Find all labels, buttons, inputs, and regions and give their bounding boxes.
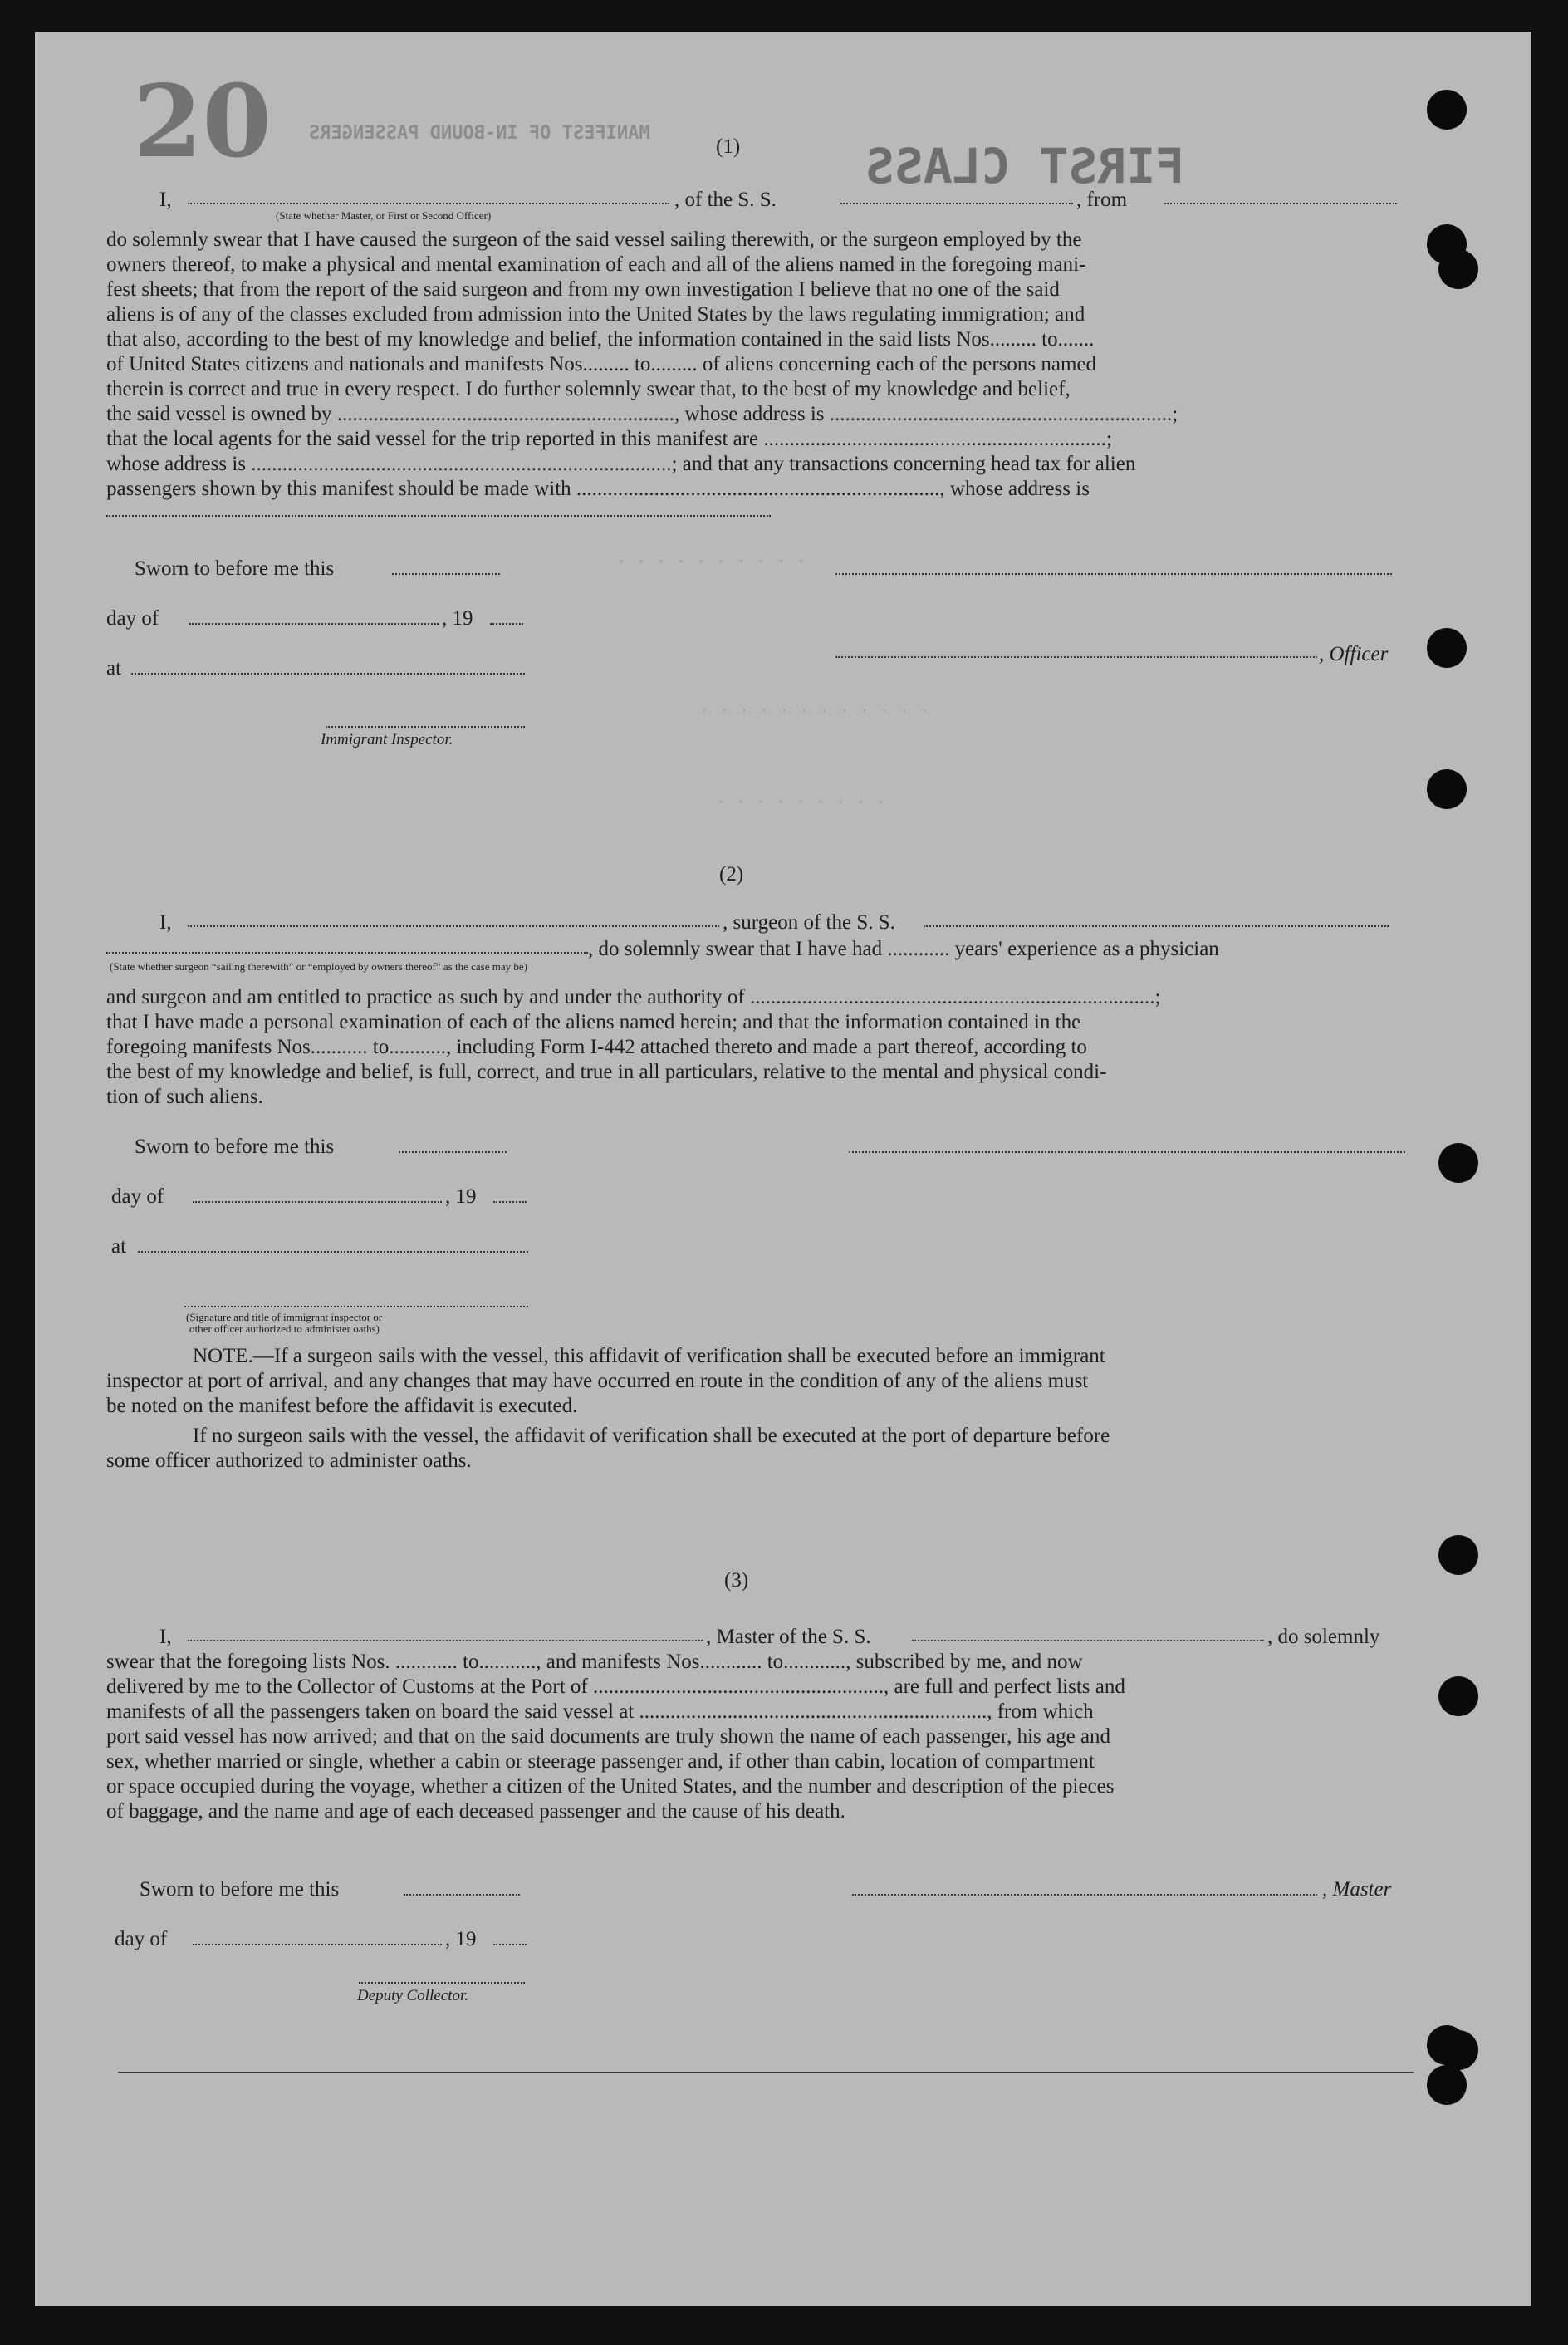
year-label: , 19 [445, 1185, 477, 1208]
punch-hole [1427, 769, 1467, 809]
paragraph-line: tion of such aliens. [106, 1086, 263, 1108]
signature-caption: other officer authorized to administer oaths) [189, 1322, 380, 1335]
note-line: NOTE.—If a surgeon sails with the vessel, this affidavit of verification shall be executed before an immigrant [193, 1345, 1105, 1367]
paragraph-line: the said vessel is owned by ................................................................., whose address is ..................................................................; [106, 403, 1178, 425]
punch-hole [1427, 90, 1467, 130]
sworn-label: Sworn to before me this [135, 557, 335, 580]
address-field [106, 515, 771, 517]
sworn-label: Sworn to before me this [140, 1878, 340, 1901]
master-vessel-label: , Master of the S. S. [706, 1626, 871, 1648]
paragraph-line: the best of my knowledge and belief, is full, correct, and true in all particulars, relative to the mental and physical condi- [106, 1061, 1107, 1083]
paragraph-line: manifests of all the passengers taken on board the said vessel at ..................................................................., from which [106, 1700, 1094, 1723]
master-name-field [188, 1640, 703, 1641]
declarant-prefix: I, [159, 1626, 172, 1648]
declarant-prefix: I, [159, 189, 172, 211]
year-label: , 19 [445, 1928, 477, 1950]
inspector-signature-field [184, 1306, 528, 1307]
paragraph-line: fest sheets; that from the report of the said surgeon and from my own investigation I believe that no one of the said [106, 278, 1060, 301]
paragraph-line: port said vessel has now arrived; and that on the said documents are truly shown the name of each passenger, his age and [106, 1725, 1111, 1748]
paragraph-line: of United States citizens and nationals and manifests Nos......... to......... of aliens concerning each of the persons named [106, 353, 1097, 375]
do-solemnly-label: , do solemnly [1267, 1626, 1380, 1648]
punch-hole [1438, 1676, 1478, 1716]
manifest-page [35, 32, 1531, 2306]
paragraph-line: foregoing manifests Nos........... to..........., including Form I-442 attached thereto and made a part thereof, according to [106, 1036, 1087, 1058]
paragraph-line: therein is correct and true in every respect. I do further solemnly swear that, to the best of my knowledge and belief, [106, 378, 1071, 400]
officer-signature-field [835, 573, 1392, 575]
section-number: (3) [724, 1569, 749, 1592]
inspector-signature-field [326, 726, 525, 728]
year-field [493, 1201, 527, 1203]
at-label: at [111, 1235, 127, 1258]
inspector-label: Immigrant Inspector. [321, 731, 453, 748]
day-of-label: day of [106, 607, 159, 630]
signature-caption: (Signature and title of immigrant inspector or [186, 1311, 383, 1323]
declarant-prefix: I, [159, 911, 172, 934]
note-line: be noted on the manifest before the affidavit is executed. [106, 1395, 578, 1417]
note-line: some officer authorized to administer oaths. [106, 1450, 472, 1472]
paragraph-line: whose address is .................................................................................; and that any transactions concerning head tax for alien [106, 453, 1136, 475]
at-label: at [106, 657, 122, 679]
paragraph-line: aliens is of any of the classes excluded from admission into the United States by the laws regulating immigration; and [106, 303, 1085, 326]
at-field [131, 673, 525, 675]
stamp-number: 20 [133, 63, 272, 180]
surgeon-vessel-label: , surgeon of the S. S. [723, 911, 895, 934]
surgeon-signature-field [849, 1151, 1405, 1153]
sworn-date-field [399, 1151, 507, 1153]
master-label: , Master [1322, 1878, 1392, 1901]
paragraph-line: do solemnly swear that I have caused the surgeon of the said vessel sailing therewith, or the surgeon employed by the [106, 228, 1082, 251]
punch-hole [1438, 1143, 1478, 1183]
bottom-rule [118, 2072, 1414, 2073]
from-field [1164, 203, 1397, 204]
day-of-field [193, 1944, 442, 1945]
vessel-name-field [840, 203, 1073, 204]
punch-hole [1438, 249, 1478, 289]
year-label: , 19 [442, 607, 473, 630]
paragraph-line: passengers shown by this manifest should be made with ......................................................................, whose address is [106, 478, 1090, 500]
bleed-through: . . . . . . . . . . . . [699, 696, 929, 716]
paragraph-line: that the local agents for the said vessel for the trip reported in this manifest are ..................................................................; [106, 428, 1112, 450]
day-of-field [189, 623, 439, 625]
year-field [490, 623, 523, 625]
master-name-field [188, 203, 669, 204]
sworn-label: Sworn to before me this [135, 1136, 335, 1158]
field-caption: (State whether surgeon “sailing therewith” or “employed by owners thereof” as the case may be) [110, 960, 527, 973]
paragraph-line: or space occupied during the voyage, whether a citizen of the United States, and the number and description of the pieces [106, 1775, 1115, 1798]
sworn-date-field [404, 1894, 520, 1896]
note-line: inspector at port of arrival, and any changes that may have occurred en route in the condition of any of the aliens must [106, 1370, 1089, 1392]
section-number: (2) [719, 863, 744, 886]
paragraph-line: of baggage, and the name and age of each deceased passenger and the cause of his death. [106, 1800, 845, 1823]
paragraph-line: sex, whether married or single, whether a cabin or steerage passenger and, if other than cabin, location of compartment [106, 1750, 1095, 1773]
paragraph-line: swear that the foregoing lists Nos. ............ to..........., and manifests Nos............ to............, subscribed by me, and now [106, 1651, 1083, 1673]
bleed-through: . . . . . . . . . . [616, 547, 806, 567]
master-vessel-field [912, 1640, 1264, 1641]
paragraph-line: that also, according to the best of my knowledge and belief, the information contained in the said lists Nos......... to....... [106, 328, 1095, 351]
punch-hole [1427, 2025, 1467, 2065]
section-number: (1) [716, 135, 741, 158]
at-field [138, 1251, 528, 1253]
punch-hole [1438, 1535, 1478, 1575]
surgeon-swear-line: , do solemnly swear that I have had ............ years' experience as a physician [588, 938, 1219, 960]
master-signature-field [852, 1894, 1317, 1896]
from-label: , from [1076, 189, 1128, 211]
vessel-label: , of the S. S. [674, 189, 777, 211]
surgeon-name-field [188, 925, 719, 927]
paragraph-line: and surgeon and am entitled to practice as such by and under the authority of ..............................................................................; [106, 986, 1161, 1008]
class-stamp: FIRST CLASS [865, 138, 1185, 194]
sworn-date-field [392, 573, 500, 575]
header-title-mirrored: MANIFEST OF IN-BOUND PASSENGERS [309, 123, 650, 144]
punch-hole [1427, 628, 1467, 668]
paragraph-line: owners thereof, to make a physical and mental examination of each and all of the aliens named in the foregoing mani- [106, 253, 1086, 276]
punch-hole [1427, 2065, 1467, 2105]
year-field [493, 1944, 527, 1945]
note-line: If no surgeon sails with the vessel, the affidavit of verification shall be executed at the port of departure before [193, 1425, 1110, 1447]
day-of-label: day of [111, 1185, 164, 1208]
paragraph-line: delivered by me to the Collector of Customs at the Port of ........................................................, are full and perfect lists and [106, 1675, 1125, 1698]
officer-label: , Officer [1319, 643, 1389, 665]
field-caption: (State whether Master, or First or Second Officer) [276, 209, 492, 222]
officer-line [835, 656, 1317, 658]
surgeon-status-field [106, 952, 588, 954]
bleed-through: . . . . . . . . . [716, 787, 886, 807]
day-of-label: day of [115, 1928, 168, 1950]
paragraph-line: that I have made a personal examination of each of the aliens named herein; and that the information contained in the [106, 1011, 1081, 1033]
day-of-field [193, 1201, 442, 1203]
surgeon-vessel-field [924, 925, 1389, 927]
collector-signature-field [359, 1982, 525, 1984]
deputy-collector-label: Deputy Collector. [357, 1987, 469, 2004]
